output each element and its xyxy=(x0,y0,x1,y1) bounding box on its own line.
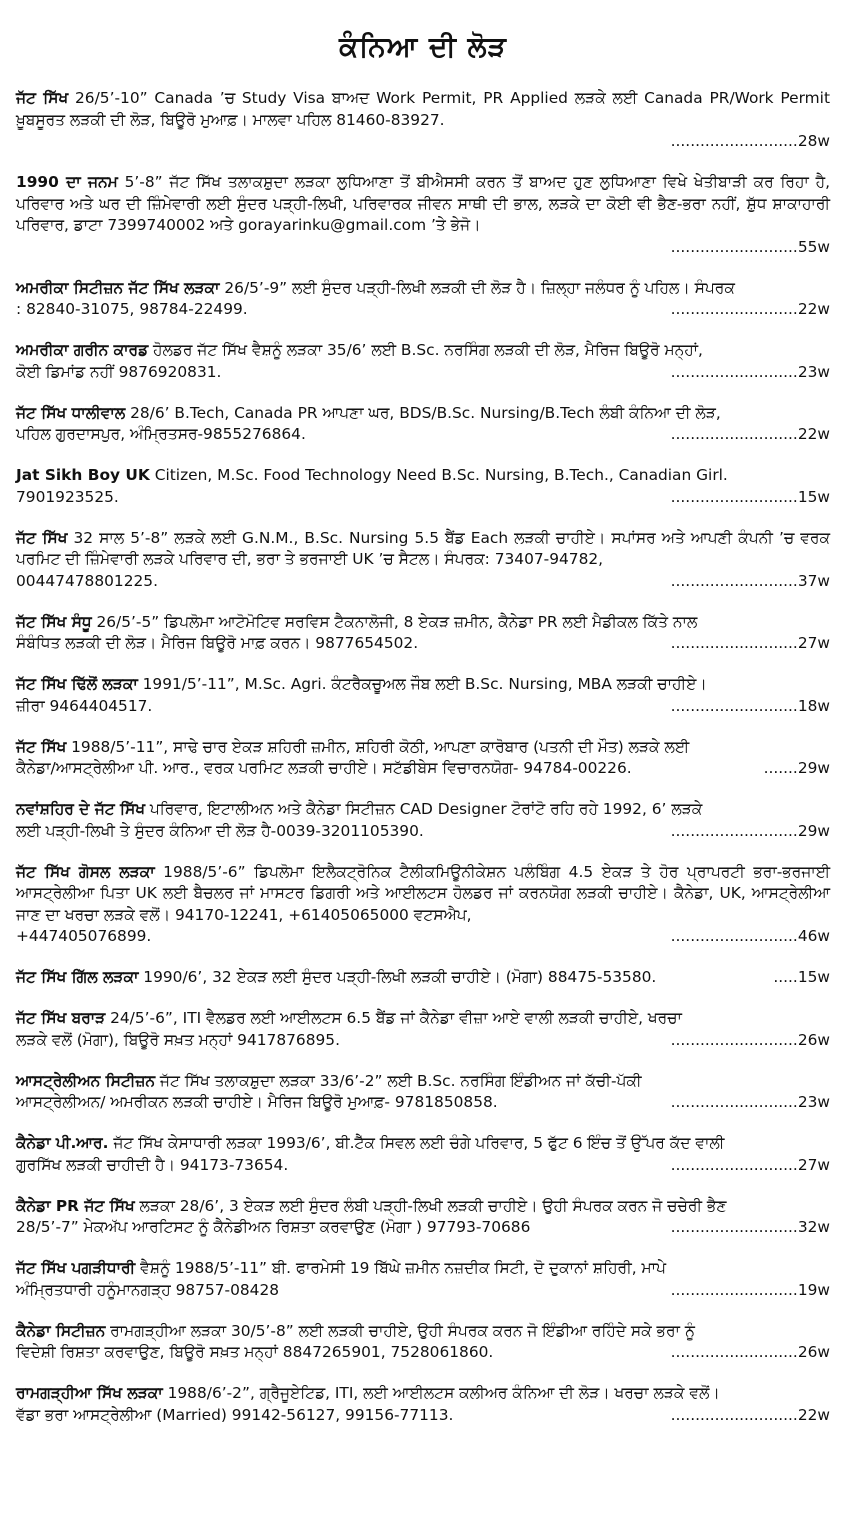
ad-last-line xyxy=(16,696,830,718)
ad-lead: ਅਮਰੀਕਾ ਸਿਟੀਜ਼ਨ ਜੱਟ ਸਿੱਖ ਲੜਕਾ xyxy=(16,278,220,297)
classified-ad xyxy=(16,1133,830,1176)
ad-body: ਰਾਮਗੜ੍ਹੀਆ ਲੜਕਾ 30/5’-8” ਲਈ ਲੜਕੀ ਚਾਹੀਏ, ਉਹੀ ਸੰਪਰਕ ਕਰਨ ਜੋ ਇੰਡੀਆ ਰਹਿੰਦੇ ਸਕੇ ਭਰਾ ਨੂੰ xyxy=(105,1321,695,1340)
ad-word-count: ..........................28w xyxy=(670,132,830,150)
ad-word-count: ..........................18w xyxy=(670,696,830,715)
ad-body: 32 ਸਾਲ 5’-8” ਲੜਕੇ ਲਈ G.N.M., B.Sc. Nursing 5.5 ਬੈਂਡ Each ਲੜਕੀ ਚਾਹੀਏ। ਸਪਾਂਸਰ ਅਤੇ ਆਪਣੀ ਕੰਪਨੀ ’ਚ ਵਰਕ ਪਰਮਿਟ ਦੀ ਜ਼ਿੰਮੇਵਾਰੀ ਲੜਕੇ ਪਰਿਵਾਰ ਦੀ, ਭਰਾ ਤੇ ਭਰਜਾਈ UK ’ਚ ਸੈਟਲ। ਸੰਪਰਕ: 73407-94782, xyxy=(16,528,830,568)
ad-word-count: ..........................55w xyxy=(670,237,830,256)
ad-lead: ਜੱਟ ਸਿੱਖ ਧਾਲੀਵਾਲ xyxy=(16,403,126,422)
ad-word-count: ..........................22w xyxy=(670,425,830,443)
classified-ad xyxy=(16,340,830,383)
ad-last-line xyxy=(16,424,830,446)
ad-body: 26/5’-9” ਲਈ ਸੁੰਦਰ ਪੜ੍ਹੀ-ਲਿਖੀ ਲੜਕੀ ਦੀ ਲੋੜ ਹੈ। ਜ਼ਿਲ੍ਹਾ ਜਲੰਧਰ ਨੂੰ ਪਹਿਲ। ਸੰਪਰਕ xyxy=(219,278,735,297)
classified-ad xyxy=(16,1071,830,1114)
ad-last-line xyxy=(16,1342,830,1364)
ad-body: 1988/5’-11”, ਸਾਢੇ ਚਾਰ ਏਕੜ ਸ਼ਹਿਰੀ ਜ਼ਮੀਨ, ਸ਼ਹਿਰੀ ਕੋਠੀ, ਆਪਣਾ ਕਾਰੋਬਾਰ (ਪਤਨੀ ਦੀ ਮੌਤ) ਲੜਕੇ ਲਈ xyxy=(66,737,690,756)
ad-word-count: ..........................29w xyxy=(670,821,830,840)
ad-tail: ਵਿਦੇਸ਼ੀ ਰਿਸ਼ਤਾ ਕਰਵਾਉਣ, ਬਿਊਰੋ ਸਖ਼ਤ ਮਨ੍ਹਾਂ 8847265901, 7528061860. xyxy=(16,1343,494,1361)
ad-body: ਹੋਲਡਰ ਜੱਟ ਸਿੱਖ ਵੈਸ਼ਨੂੰ ਲੜਕਾ 35/6’ ਲਈ B.Sc. ਨਰਸਿੰਗ ਲੜਕੀ ਦੀ ਲੋੜ, ਮੈਰਿਜ ਬਿਊਰੋ ਮਨ੍ਹਾਂ, xyxy=(148,341,703,359)
classified-ad xyxy=(16,612,830,655)
ad-tail xyxy=(16,967,767,989)
ad-lead: ਜੱਟ ਸਿੱਖ ਸੰਧੂ xyxy=(16,612,92,631)
ad-lead: 1990 ਦਾ ਜਨਮ xyxy=(16,173,118,191)
ad-lead: ਕੈਨੇਡਾ PR ਜੱਟ ਸਿੱਖ xyxy=(16,1196,135,1215)
ad-last-line xyxy=(16,1405,830,1427)
ad-word-count: ..........................15w xyxy=(670,487,830,506)
ad-word-count: ..........................46w xyxy=(670,927,830,945)
classified-ad xyxy=(16,1258,830,1301)
ad-body: 1990/6’, 32 ਏਕੜ ਲਈ ਸੁੰਦਰ ਪੜ੍ਹੀ-ਲਿਖੀ ਲੜਕੀ ਚਾਹੀਏ। (ਮੋਗਾ) 88475-53580. xyxy=(138,968,657,986)
ad-tail: : 82840-31075, 98784-22499. xyxy=(16,300,248,318)
classified-ad xyxy=(16,278,830,321)
ad-last-line xyxy=(16,362,830,384)
ad-body: ਜੱਟ ਸਿੱਖ ਤਲਾਕਸ਼ੁਦਾ ਲੜਕਾ 33/6’-2” ਲਈ B.Sc. ਨਰਸਿੰਗ ਇੰਡੀਅਨ ਜਾਂ ਕੱਚੀ-ਪੱਕੀ xyxy=(155,1071,642,1090)
classified-ad xyxy=(16,737,830,780)
ad-word-count: .......29w xyxy=(763,759,830,777)
ad-tail: 28/5’-7” ਮੇਕਅੱਪ ਆਰਟਿਸਟ ਨੂੰ ਕੈਨੇਡੀਅਨ ਰਿਸ਼ਤਾ ਕਰਵਾਉਣ (ਮੋਗਾ ) 97793-70686 xyxy=(16,1218,531,1236)
ad-lead: ਕੈਨੇਡਾ ਪੀ.ਆਰ. xyxy=(16,1134,109,1152)
ad-body: 1988/5’-6” ਡਿਪਲੋਮਾ ਇਲੈਕਟ੍ਰੋਨਿਕ ਟੈਲੀਕਮਿਊਨੀਕੇਸ਼ਨ ਪਲੰਬਿੰਗ 4.5 ਏਕੜ ਤੇ ਹੋਰ ਪ੍ਰਾਪਰਟੀ ਭਰਾ-ਭਰਜਾਈ ਆਸਟ੍ਰੇਲੀਆ ਪਿਤਾ UK ਲਈ ਬੈਚਲਰ ਜਾਂ ਮਾਸਟਰ ਡਿਗਰੀ ਅਤੇ ਆਈਲਟਸ ਹੋਲਡਰ ਜਾਂ ਕਰਨਯੋਗ ਲੜਕੀ ਚਾਹੀਏ। ਕੈਨੇਡਾ, UK, ਆਸਟ੍ਰੇਲੀਆ ਜਾਣ ਦਾ ਖਰਚਾ ਲੜਕੇ ਵਲੋਂ। 94170-12241, +61405065000 ਵਟਸਐਪ, xyxy=(16,862,830,924)
ad-word-count: ..........................27w xyxy=(670,1155,830,1174)
ad-lead: ਅਮਰੀਕਾ ਗਰੀਨ ਕਾਰਡ xyxy=(16,341,149,359)
ad-last-line xyxy=(16,1092,830,1114)
ad-tail: ਲਈ ਪੜ੍ਹੀ-ਲਿਖੀ ਤੇ ਸੁੰਦਰ ਕੰਨਿਆ ਦੀ ਲੋੜ ਹੈ-0039-3201105390. xyxy=(16,821,424,840)
ad-tail: ਜ਼ੀਰਾ 9464404517. xyxy=(16,696,153,715)
ad-last-line xyxy=(16,967,830,989)
ad-word-count: ..........................27w xyxy=(670,634,830,652)
ad-lead: ਜੱਟ ਸਿੱਖ ਗਿੱਲ ਲੜਕਾ xyxy=(16,968,139,986)
classified-ad xyxy=(16,1321,830,1364)
ad-lead: ਨਵਾਂਸ਼ਹਿਰ ਦੇ ਜੱਟ ਸਿੱਖ xyxy=(16,800,145,818)
ad-last-line xyxy=(16,821,830,843)
ad-tail: 7901923525. xyxy=(16,487,119,506)
ad-lead: ਜੱਟ ਸਿੱਖ xyxy=(16,528,68,547)
ad-tail: ਆਸਟ੍ਰੇਲੀਅਨ/ ਅਮਰੀਕਨ ਲੜਕੀ ਚਾਹੀਏ। ਮੈਰਿਜ ਬਿਊਰੋ ਮੁਆਫ਼- 9781850858. xyxy=(16,1093,498,1111)
ad-lead: ਜੱਟ ਸਿੱਖ xyxy=(16,89,69,107)
ad-word-count: ..........................23w xyxy=(670,1093,830,1111)
classified-ad xyxy=(16,1008,830,1051)
classified-ad xyxy=(16,799,830,842)
classified-ad xyxy=(16,862,830,948)
ad-lead: ਜੱਟ ਸਿੱਖ ਗੋਸਲ ਲੜਕਾ xyxy=(16,862,155,881)
ad-word-count: ..........................22w xyxy=(670,1405,830,1424)
ad-body: 26/5’-5” ਡਿਪਲੋਮਾ ਆਟੋਮੋਟਿਵ ਸਰਵਿਸ ਟੈਕਨਾਲੋਜੀ, 8 ਏਕੜ ਜ਼ਮੀਨ, ਕੈਨੇਡਾ PR ਲਈ ਮੈਡੀਕਲ ਕਿੱਤੇ ਨਾਲ xyxy=(91,612,698,631)
ad-lead: ਜੱਟ ਸਿੱਖ ਬਰਾੜ xyxy=(16,1009,106,1027)
ad-body: ਲੜਕਾ 28/6’, 3 ਏਕੜ ਲਈ ਸੁੰਦਰ ਲੰਬੀ ਪੜ੍ਹੀ-ਲਿਖੀ ਲੜਕੀ ਚਾਹੀਏ। ਉਹੀ ਸੰਪਰਕ ਕਰਨ ਜੋ ਚਚੇਰੀ ਭੈਣ xyxy=(134,1196,727,1215)
ad-last-line xyxy=(16,758,830,780)
ad-last-line xyxy=(16,1030,830,1052)
ad-tail: ਸੰਬੰਧਿਤ ਲੜਕੀ ਦੀ ਲੋੜ। ਮੈਰਿਜ ਬਿਊਰੋ ਮਾਫ਼ ਕਰਨ। 9877654502. xyxy=(16,634,419,652)
ad-lead: Jat Sikh Boy UK xyxy=(16,466,150,484)
ad-tail: ਕੋਈ ਡਿਮਾਂਡ ਨਹੀਂ 9876920831. xyxy=(16,362,222,381)
page-title: ਕੰਨਿਆ ਦੀ ਲੋੜ xyxy=(339,30,507,63)
ad-body: ਪਰਿਵਾਰ, ਇਟਾਲੀਅਨ ਅਤੇ ਕੈਨੇਡਾ ਸਿਟੀਜ਼ਨ CAD Designer ਟੋਰਾਂਟੋ ਰਹਿ ਰਹੇ 1992, 6’ ਲੜਕੇ xyxy=(144,800,703,818)
ad-body: 26/5’-10” Canada ’ਚ Study Visa ਬਾਅਦ Work Permit, PR Applied ਲੜਕੇ ਲਈ Canada PR/Work Permit ਖ਼ੂਬਸੂਰਤ ਲੜਕੀ ਦੀ ਲੋੜ, ਬਿਊਰੋ ਮੁਆਫ਼। ਮਾਲਵਾ ਪਹਿਲ 81460-83927. xyxy=(16,89,830,129)
ad-body: 5’-8” ਜੱਟ ਸਿੱਖ ਤਲਾਕਸ਼ੁਦਾ ਲੜਕਾ ਲੁਧਿਆਣਾ ਤੋਂ ਬੀਐਸਸੀ ਕਰਨ ਤੋਂ ਬਾਅਦ ਹੁਣ ਲੁਧਿਆਣਾ ਵਿਖੇ ਖੇਤੀਬਾੜੀ ਕਰ ਰਿਹਾ ਹੈ, ਪਰਿਵਾਰ ਅਤੇ ਘਰ ਦੀ ਜ਼ਿੰਮੇਵਾਰੀ ਲਈ ਸੁੰਦਰ ਪੜ੍ਹੀ-ਲਿਖੀ, ਪਰਿਵਾਰਕ ਜੀਵਨ ਸਾਥੀ ਦੀ ਭਾਲ, ਲੜਕੇ ਦਾ ਕੋਈ ਵੀ ਭੈਣ-ਭਰਾ ਨਹੀਂ, ਸ਼ੁੱਧ ਸ਼ਾਕਾਹਾਰੀ ਪਰਿਵਾਰ, ਡਾਟਾ 7399740002 ਅਤੇ gorayarinku@gmail.com ’ਤੇ ਭੇਜੋ। xyxy=(16,173,830,234)
ad-body: 1988/6’-2”, ਗ੍ਰੈਜੂਏਟਿਡ, ITI, ਲਈ ਆਈਲਟਸ ਕਲੀਅਰ ਕੰਨਿਆ ਦੀ ਲੋੜ। ਖਰਚਾ ਲੜਕੇ ਵਲੋਂ। xyxy=(162,1384,720,1402)
classified-ad xyxy=(16,674,830,717)
ad-last-line xyxy=(16,131,830,153)
ad-body: 24/5’-6”, ITI ਵੈਲਡਰ ਲਈ ਆਈਲਟਸ 6.5 ਬੈਂਡ ਜਾਂ ਕੈਨੇਡਾ ਵੀਜ਼ਾ ਆਏ ਵਾਲੀ ਲੜਕੀ ਚਾਹੀਏ, ਖਰਚਾ xyxy=(105,1009,682,1027)
ad-lead: ਜੱਟ ਸਿੱਖ ਪਗੜੀਧਾਰੀ xyxy=(16,1259,136,1277)
ad-tail: ਲੜਕੇ ਵਲੋਂ (ਮੋਗਾ), ਬਿਊਰੋ ਸਖ਼ਤ ਮਨ੍ਹਾਂ 9417876895. xyxy=(16,1030,340,1049)
ad-lead: ਰਾਮਗੜ੍ਹੀਆ ਸਿੱਖ ਲੜਕਾ xyxy=(16,1384,163,1402)
ad-last-line xyxy=(16,571,830,593)
ad-last-line xyxy=(16,1280,830,1302)
ad-word-count: ..........................26w xyxy=(670,1030,830,1049)
ad-lead: ਜੱਟ ਸਿੱਖ ਢਿੱਲੋਂ ਲੜਕਾ xyxy=(16,675,138,693)
ad-word-count: ..........................32w xyxy=(670,1218,830,1236)
classified-ads-list xyxy=(16,88,830,1446)
ad-body: 1991/5’-11”, M.Sc. Agri. ਕੰਟਰੈਕਚੂਅਲ ਜੌਬ ਲਈ B.Sc. Nursing, MBA ਲੜਕੀ ਚਾਹੀਏ। xyxy=(137,675,707,693)
ad-body: ਜੱਟ ਸਿੱਖ ਕੇਸਾਧਾਰੀ ਲੜਕਾ 1993/6’, ਬੀ.ਟੈੱਕ ਸਿਵਲ ਲਈ ਚੰਗੇ ਪਰਿਵਾਰ, 5 ਫੁੱਟ 6 ਇੰਚ ਤੋਂ ਉੱਪਰ ਕੱਦ ਵਾਲੀ xyxy=(108,1134,725,1152)
ad-word-count: ..........................19w xyxy=(670,1280,830,1299)
ad-last-line xyxy=(16,1155,830,1177)
classified-ad xyxy=(16,465,830,508)
ad-lead: ਆਸਟ੍ਰੇਲੀਅਨ ਸਿਟੀਜ਼ਨ xyxy=(16,1071,156,1090)
ad-tail: ਅੰਮ੍ਰਿਤਧਾਰੀ ਹਨੂੰਮਾਨਗੜ੍ਹ 98757-08428 xyxy=(16,1280,280,1299)
ad-last-line xyxy=(16,237,830,259)
ad-body: 28/6’ B.Tech, Canada PR ਆਪਣਾ ਘਰ, BDS/B.Sc. Nursing/B.Tech ਲੰਬੀ ਕੰਨਿਆ ਦੀ ਲੋੜ, xyxy=(125,403,721,422)
ad-tail: 00447478801225. xyxy=(16,571,158,590)
classified-ad xyxy=(16,1383,830,1426)
ad-word-count: ..........................22w xyxy=(670,300,830,318)
ad-tail: ਕੈਨੇਡਾ/ਆਸਟ੍ਰੇਲੀਆ ਪੀ. ਆਰ., ਵਰਕ ਪਰਮਿਟ ਲੜਕੀ ਚਾਹੀਏ। ਸਟੱਡੀਬੇਸ ਵਿਚਾਰਨਯੋਗ- 94784-00226. xyxy=(16,759,632,777)
classified-ad xyxy=(16,967,830,989)
classified-ad xyxy=(16,1196,830,1239)
ad-word-count: .....15w xyxy=(773,968,830,986)
ad-last-line xyxy=(16,926,830,948)
ad-tail: +447405076899. xyxy=(16,927,152,945)
ad-tail: ਪਹਿਲ ਗੁਰਦਾਸਪੁਰ, ਅੰਮ੍ਰਿਤਸਰ-9855276864. xyxy=(16,425,306,443)
ad-last-line xyxy=(16,299,830,321)
ad-last-line xyxy=(16,487,830,509)
classified-ad xyxy=(16,403,830,446)
ad-lead: ਕੈਨੇਡਾ ਸਿਟੀਜ਼ਨ xyxy=(16,1321,106,1340)
classified-ad xyxy=(16,528,830,593)
ad-lead: ਜੱਟ ਸਿੱਖ xyxy=(16,737,67,756)
classified-ad xyxy=(16,172,830,258)
ad-last-line xyxy=(16,1217,830,1239)
ad-word-count: ..........................23w xyxy=(670,362,830,381)
ad-last-line xyxy=(16,633,830,655)
ad-word-count: ..........................37w xyxy=(670,571,830,590)
classified-ad xyxy=(16,88,830,153)
ad-tail: ਵੱਡਾ ਭਰਾ ਆਸਟ੍ਰੇਲੀਆ (Married) 99142-56127, 99156-77113. xyxy=(16,1405,454,1424)
ad-body: Citizen, M.Sc. Food Technology Need B.Sc. Nursing, B.Tech., Canadian Girl. xyxy=(149,466,728,484)
ad-tail: ਗੁਰਸਿੱਖ ਲੜਕੀ ਚਾਹੀਦੀ ਹੈ। 94173-73654. xyxy=(16,1155,289,1174)
ad-word-count: ..........................26w xyxy=(670,1343,830,1361)
ad-body: ਵੈਸ਼ਨੂੰ 1988/5’-11” ਬੀ. ਫਾਰਮੇਸੀ 19 ਬਿੱਘੇ ਜ਼ਮੀਨ ਨਜ਼ਦੀਕ ਸਿਟੀ, ਦੋ ਦੁਕਾਨਾਂ ਸ਼ਹਿਰੀ, ਮਾਪੇ xyxy=(135,1259,666,1277)
